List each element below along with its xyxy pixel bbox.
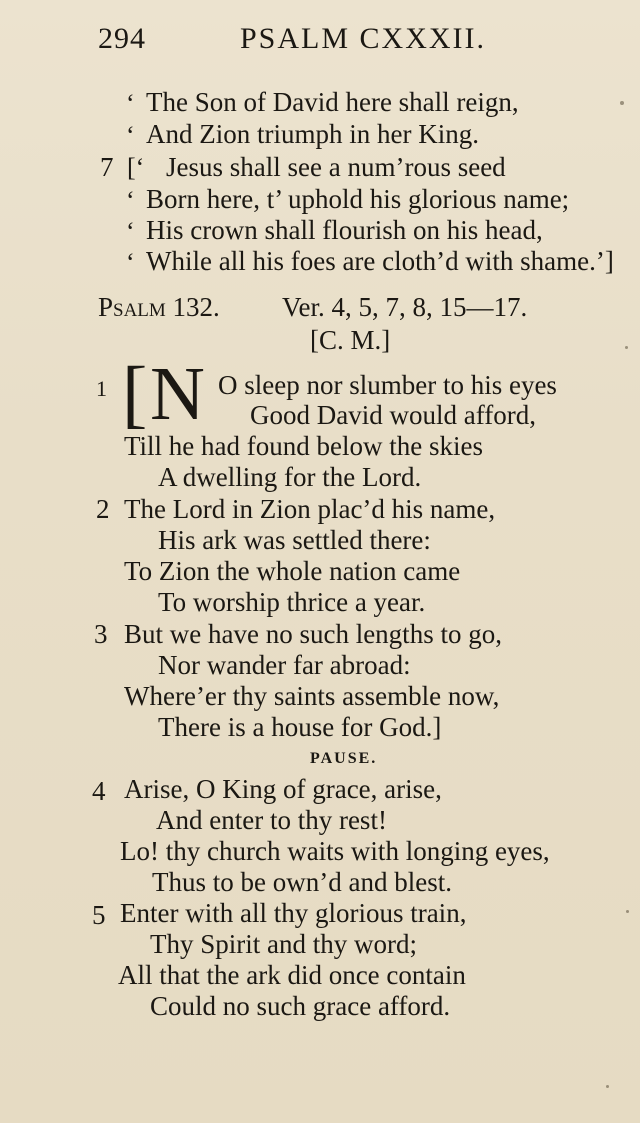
meter-label: [C. M.]	[310, 325, 391, 355]
verse-line: All that the ark did once contain	[118, 960, 466, 990]
verse-line: Thus to be own’d and blest.	[152, 867, 452, 897]
page-title: PSALM CXXXII.	[240, 22, 487, 55]
verse-line: Jesus shall see a num’rous seed	[166, 152, 506, 182]
verse-line: Enter with all thy glorious train,	[120, 898, 467, 928]
paper-speck	[625, 346, 628, 349]
paper-speck	[620, 101, 624, 105]
verse-line: Nor wander far abroad:	[158, 650, 411, 680]
verse-line: The Son of David here shall reign,	[146, 87, 519, 117]
quote-mark: ‘	[126, 186, 135, 215]
verse-line: And Zion triumph in her King.	[146, 119, 479, 149]
verse-line: But we have no such lengths to go,	[124, 619, 502, 649]
verse-line: Where’er thy saints assemble now,	[124, 681, 500, 711]
verse-line: Till he had found below the skies	[124, 431, 483, 461]
quote-mark: ‘	[126, 89, 135, 118]
verse-references: Ver. 4, 5, 7, 8, 15—17.	[282, 292, 528, 322]
verse-line: While all his foes are cloth’d with shame.’]	[146, 246, 614, 276]
verse-line: There is a house for God.]	[158, 712, 442, 742]
verse-line: His crown shall flourish on his head,	[146, 215, 543, 245]
quote-mark: ‘	[126, 121, 135, 150]
stanza-number: 2	[96, 494, 110, 524]
verse-line: Lo! thy church waits with longing eyes,	[120, 836, 550, 866]
paper-speck	[626, 910, 629, 913]
verse-line: Could no such grace afford.	[150, 991, 451, 1021]
stanza-number: 3	[94, 619, 108, 649]
paper-speck	[606, 1085, 609, 1088]
verse-line: A dwelling for the Lord.	[158, 462, 422, 492]
stanza-number: 1	[96, 376, 107, 401]
stanza-number: 7	[100, 152, 114, 182]
bracket-mark: [	[122, 352, 148, 436]
verse-line: The Lord in Zion plac’d his name,	[124, 494, 496, 524]
verse-line: And enter to thy rest!	[156, 805, 387, 835]
page-number: 294	[98, 22, 146, 55]
stanza-number: 4	[92, 776, 106, 806]
quote-mark: ‘	[126, 248, 135, 277]
verse-line: To worship thrice a year.	[158, 587, 426, 617]
quote-mark: ‘	[126, 217, 135, 246]
verse-line: Arise, O King of grace, arise,	[124, 774, 442, 804]
drop-cap: N	[150, 352, 205, 436]
verse-line: Born here, t’ uphold his glorious name;	[146, 184, 570, 214]
pause-label: PAUSE.	[310, 750, 378, 767]
stanza-number: 5	[92, 900, 106, 930]
verse-line: His ark was settled there:	[158, 525, 431, 555]
verse-line: O sleep nor slumber to his eyes	[218, 370, 557, 400]
psalm-label: Psalm 132.	[98, 292, 220, 322]
quote-mark: [‘	[127, 153, 145, 182]
verse-line: To Zion the whole nation came	[124, 556, 461, 586]
verse-line: Good David would afford,	[250, 400, 536, 430]
verse-line: Thy Spirit and thy word;	[150, 929, 417, 959]
